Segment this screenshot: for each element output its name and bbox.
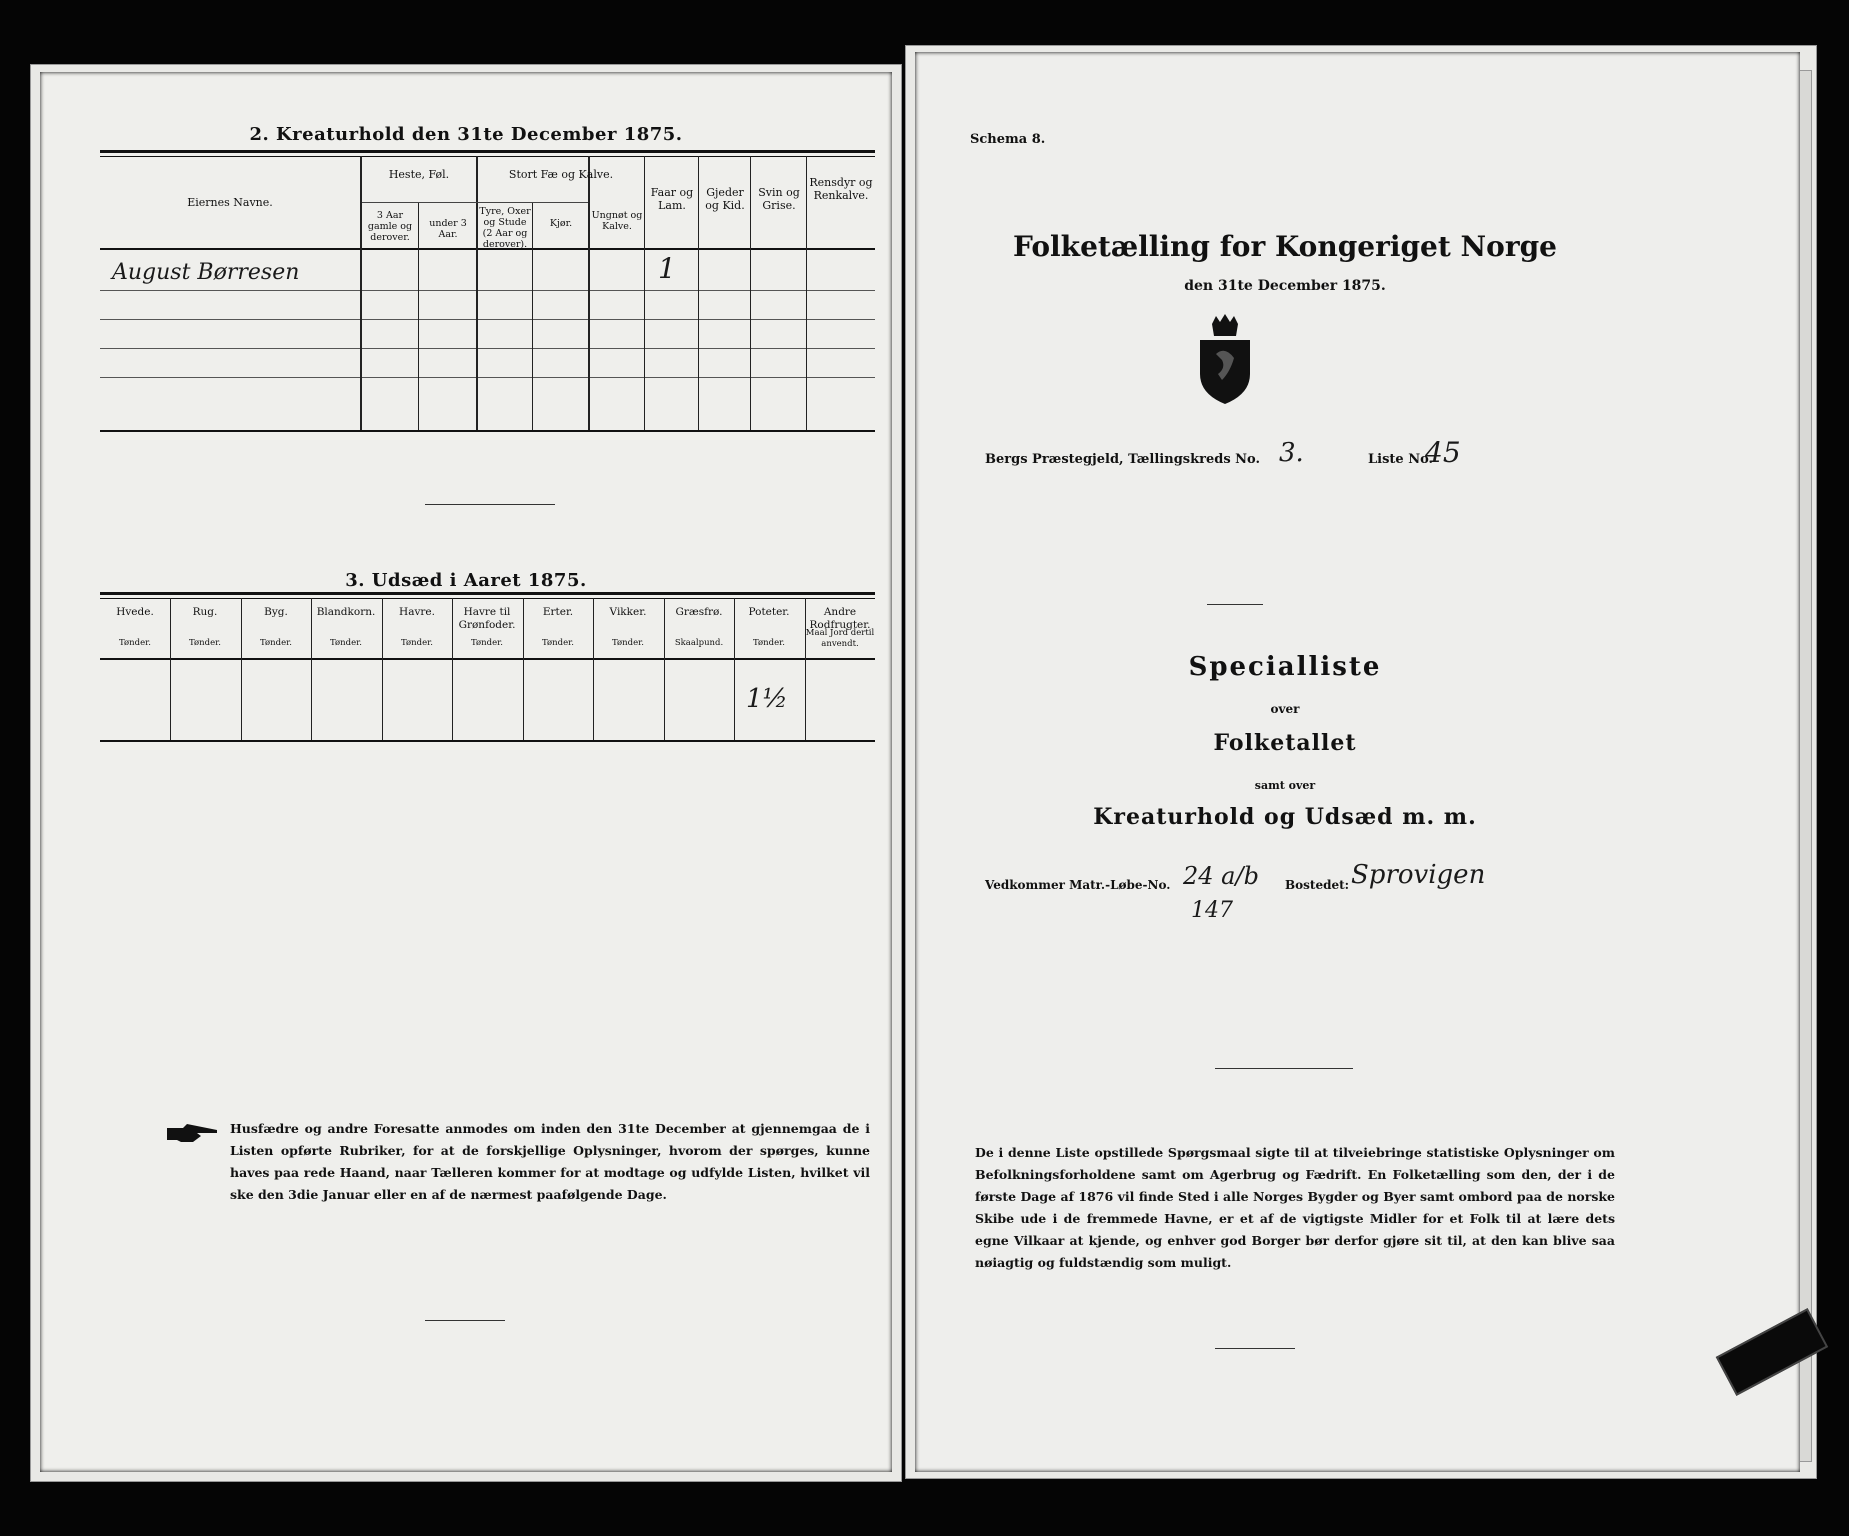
over-label: over: [1270, 702, 1300, 716]
potatoes-value-cell: 1½: [746, 684, 788, 714]
seed-col-unit: Tønder.: [612, 638, 644, 648]
population-label: Folketallet: [1213, 730, 1357, 756]
explanation-paragraph: De i denne Liste opstillede Spørgsmaal sigte til at tilveiebringe statistiske Oplysninger om Befolkningsforholdene samt om Agerbrug og Fædrift. En Folketælling som den, der i de første Dage af 1876 vil finde Sted i alle Norges Bygder og Byer samt ombord paa de norske Skibe ude i de fremmede Havne, er et af de vigtigste Midler for et Folk til at lære dets egne Vilkaar at kjende, og enhver god Borger bør derfor gjøre sit til, at den kan blive saa nøiagtig og fuldstændig som muligt.: [975, 1145, 1615, 1270]
matr-label: Vedkommer Matr.-Løbe-No.: [985, 878, 1171, 892]
matr-number: 24 a/b: [1183, 862, 1259, 890]
col-goats: Gjeder og Kid.: [705, 186, 745, 212]
divider: [425, 1320, 505, 1321]
parish-label: Bergs Præstegjeld, Tællingskreds No.: [985, 452, 1261, 467]
seed-col-header: Andre Rodfrugter.: [809, 606, 871, 631]
seed-col-unit: Tønder.: [753, 638, 785, 648]
right-page: [915, 52, 1800, 1472]
document-date: den 31te December 1875.: [1184, 278, 1386, 294]
schema-label: Schema 8.: [970, 132, 1046, 147]
col-horse-young: under 3 Aar.: [429, 218, 467, 240]
seed-col-header: Poteter.: [748, 606, 790, 618]
col-bulls: Tyre, Oxer og Stude (2 Aar og derover).: [479, 206, 531, 250]
col-pigs: Svin og Grise.: [758, 186, 800, 212]
list-number: 45: [1425, 436, 1461, 469]
divider: [1207, 604, 1263, 605]
seed-col-header: Byg.: [264, 606, 288, 618]
owner-header: Eiernes Navne.: [187, 196, 273, 209]
special-list-title: Specialliste: [1188, 652, 1382, 682]
seed-col-header: Rug.: [192, 606, 218, 618]
samt-over-label: samt over: [1254, 779, 1316, 792]
col-horse-old: 3 Aar gamle og derover.: [367, 210, 413, 243]
place-name: Sprovigen: [1351, 860, 1486, 890]
pointing-hand-icon: [167, 1124, 219, 1144]
seed-col-header: Havre.: [399, 606, 435, 618]
seed-col-header: Havre til Grønfoder.: [458, 606, 516, 631]
seed-col-unit: Tønder.: [330, 638, 362, 648]
list-label: Liste No.: [1368, 452, 1434, 467]
divider: [1215, 1068, 1353, 1069]
horses-group-header: Heste, Føl.: [388, 168, 450, 181]
seed-col-unit: Skaalpund.: [674, 638, 724, 648]
matr-number-2: 147: [1191, 898, 1233, 923]
col-sheep: Faar og Lam.: [650, 186, 694, 212]
seed-col-unit: Maal Jord dertil anvendt.: [805, 628, 875, 649]
seed-col-unit: Tønder.: [189, 638, 221, 648]
left-page: [40, 72, 892, 1472]
owner-name-cell: August Børresen: [112, 260, 300, 285]
section2-title: 2. Kreaturhold den 31te December 1875.: [249, 124, 683, 145]
seed-col-unit: Tønder.: [542, 638, 574, 648]
col-cows: Kjør.: [549, 218, 573, 229]
seed-col-header: Hvede.: [116, 606, 154, 618]
seed-col-unit: Tønder.: [471, 638, 503, 648]
col-reindeer: Rensdyr og Renkalve.: [809, 176, 873, 202]
livestock-seed-label: Kreaturhold og Udsæd m. m.: [1093, 804, 1477, 830]
seed-col-unit: Tønder.: [260, 638, 292, 648]
seed-col-header: Blandkorn.: [316, 606, 376, 618]
seed-col-unit: Tønder.: [119, 638, 151, 648]
col-young-cattle: Ungnøt og Kalve.: [591, 210, 643, 232]
seed-col-header: Vikker.: [609, 606, 647, 618]
divider: [425, 504, 555, 505]
section3-title: 3. Udsæd i Aaret 1875.: [345, 570, 587, 591]
sheep-count-cell: 1: [658, 252, 676, 285]
cattle-group-header: Stort Fæ og Kalve.: [508, 168, 614, 181]
divider: [1215, 1348, 1295, 1349]
seed-col-header: Græsfrø.: [675, 606, 723, 618]
coat-of-arms-icon: [1192, 314, 1258, 404]
notice-text: Husfædre og andre Foresatte anmodes om inden den 31te December at gjennemgaa de i Listen opførte Rubriker, for at de forskjellige Oplysninger, hvorom der spørges, kunne haves paa rede Haand, naar Tælleren kommer for at modtage og udfylde Listen, hvilket vil ske den 3die Januar eller en af de nærmest paafølgende Dage.: [230, 1121, 870, 1202]
seed-col-unit: Tønder.: [401, 638, 433, 648]
seed-col-header: Erter.: [542, 606, 574, 618]
district-number: 3.: [1279, 438, 1304, 468]
document-title: Folketælling for Kongeriget Norge: [1013, 230, 1557, 263]
place-label: Bostedet:: [1285, 878, 1350, 892]
